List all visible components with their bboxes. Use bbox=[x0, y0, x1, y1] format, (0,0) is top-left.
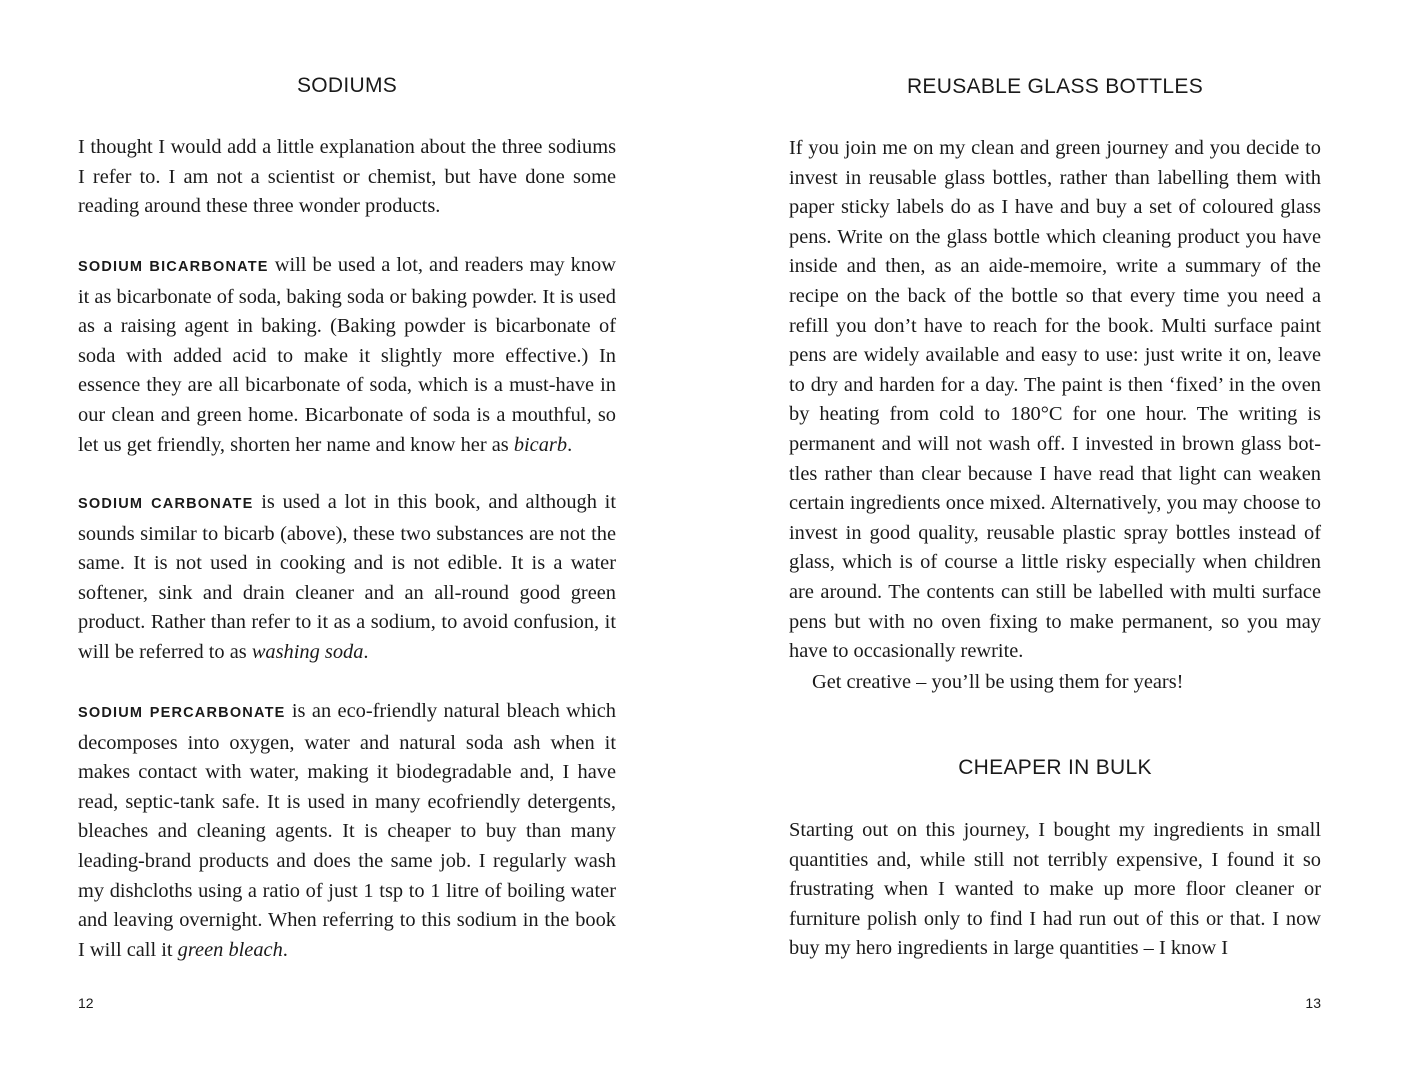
percarbonate-end: . bbox=[282, 938, 288, 961]
carbonate-paragraph bbox=[78, 488, 616, 668]
section-heading-reusable-glass-bottles: REUSABLE GLASS BOTTLES bbox=[906, 75, 1204, 98]
term-sodium-carbonate: SODIUM CARBONATE bbox=[78, 496, 254, 512]
percarbonate-paragraph bbox=[78, 697, 616, 965]
term-sodium-percarbonate: SODIUM PERCARBONATE bbox=[78, 705, 286, 721]
bulk-paragraph: Starting out on this journey, I bought my ingredients in small quantities and, while still not terribly expensive, I found it so frustrating when I wanted to make up more floor cleaner or furniture polish only to find I had run out of this or that. I now buy my hero ingredients in large quantities – I know I bbox=[789, 819, 1321, 960]
alias-green-bleach: green bleach bbox=[177, 938, 283, 961]
page-number-left: 12 bbox=[78, 995, 94, 1011]
section-heading-sodiums: SODIUMS bbox=[296, 74, 398, 97]
alias-washing-soda: washing soda bbox=[251, 640, 364, 663]
bicarbonate-end: . bbox=[567, 433, 573, 456]
get-creative-line: Get creative – you’ll be using them for years! bbox=[812, 671, 1184, 693]
bicarbonate-text: will be used a lot, and readers may know it as bicarbonate of soda, baking soda or baking powder. It is used as a raising agent in baking. (Baking powder is bicarbonate of soda with added acid to make it slightly more effective.) In essence they are all bicarbonate of soda, which is a must-have in our clean and green home. Bicarbonate of soda is a mouthful, so let us get friendly, shorten her name and know her as bbox=[78, 254, 616, 456]
term-sodium-bicarbonate: SODIUM BICARBONATE bbox=[78, 259, 269, 275]
carbonate-text: is used a lot in this book, and although it sounds similar to bicarb (above), these two substances are not the same. It is not used in cooking and is not edible. It is a water softener, sink and drain cleaner and an all-round good green product. Rather than refer to it as a sodium, to avoid confusion, it will be referred to as bbox=[78, 491, 617, 663]
alias-bicarb: bicarb bbox=[513, 433, 568, 456]
page-number-right: 13 bbox=[1305, 995, 1321, 1011]
bicarbonate-paragraph bbox=[78, 251, 616, 460]
left-page bbox=[78, 0, 616, 1080]
percarbonate-text: is an eco-friendly natural bleach which decomposes into oxygen, water and natural soda ash when it makes contact with water, making it biodegradable and, I have read, septic-tank safe. It is used in many ecofriendly detergents, bleaches and cleaning agents. It is cheaper to buy than many leading-brand products and does the same job. I regularly wash my dishcloths using a ratio of just 1 tsp to 1 litre of boiling water and leaving overnight. When referring to this sodium in the book I will call it bbox=[78, 700, 616, 961]
glass-bottles-paragraph: If you join me on my clean and green journey and you decide to invest in reusable glass bottles, rather than labelling them with paper sticky labels do as I have and buy a set of coloured glass pens. Write on the glass bottle which cleaning product you have inside and then, as an aide-memoire, write a summary of the recipe on the back of the bottle so that every time you need a refill you don’t have to reach for the book. Multi surface paint pens are widely available and easy to use: just write it on, leave to dry and harden for a day. The paint is then ‘fixed’ in the oven by heating from cold to 180°C for one hour. The writing is permanent and will not wash off. I invested in brown glass bottles rather than clear because I have read that light can weaken certain ingredients once mixed. Alternatively, you may choose to invest in good quality, reusable plastic spray bottles instead of glass, which is of course a little risky especially when children are around. The contents can still be labelled with multi surface pens but with no oven fixing to make permanent, so you may have to occasionally rewrite. bbox=[789, 137, 1321, 663]
intro-paragraph: I thought I would add a little explanation about the three sodiums I refer to. I am not a scientist or chemist, but have done some reading around these three wonder products. bbox=[78, 136, 616, 218]
section-heading-cheaper-in-bulk: CHEAPER IN BULK bbox=[958, 756, 1152, 779]
right-page bbox=[789, 0, 1321, 1080]
carbonate-end: . bbox=[363, 640, 369, 663]
